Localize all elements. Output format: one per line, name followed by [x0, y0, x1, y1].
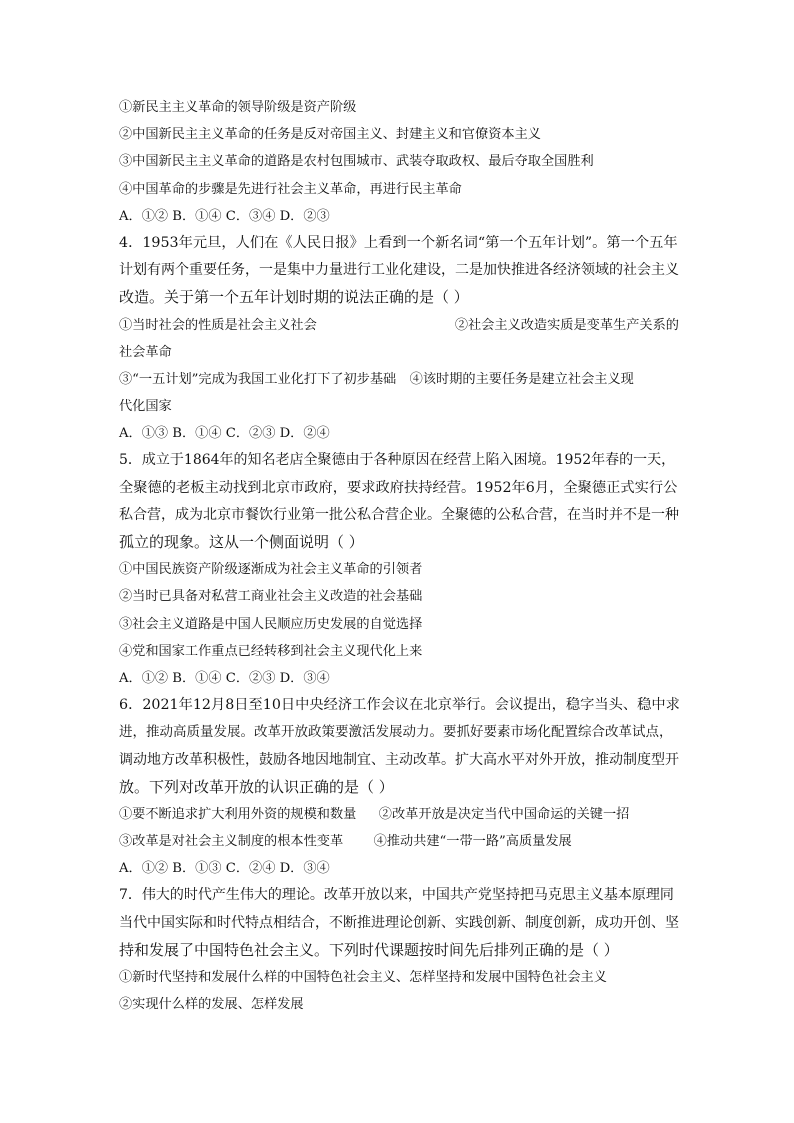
q6-stem-line-1: 6．2021年12月8日至10日中央经济工作会议在北京举行。会议提出，稳字当头、稳中求	[119, 697, 680, 714]
q4-option-4: ④该时期的主要任务是建立社会主义现	[409, 371, 634, 387]
q6-stem-line-2: 进，推动高质量发展。改革开放政策要激活发展动力。要抓好要素市场化配置综合改革试点，	[119, 724, 673, 741]
q4-answers: A．①③ B．①④ C．②③ D．②④	[119, 426, 330, 442]
q3-option-1: ①新民主主义革命的领导阶级是资产阶级	[119, 100, 357, 115]
q4-option-4-continued: 代化国家	[119, 399, 172, 415]
q6-option-3: ③改革是对社会主义制度的根本性变革	[119, 834, 344, 850]
q7-stem-line-1: 7．伟大的时代产生伟大的理论。改革开放以来，中国共产党坚持把马克思主义基本原理同	[119, 887, 674, 904]
q5-stem-line-3: 私合营，成为北京市餐饮行业第一批公私合营企业。全聚德的公私合营，在当时并不是一种	[119, 506, 679, 523]
q5-option-1: ①中国民族资产阶级逐渐成为社会主义革命的引领者	[119, 562, 423, 578]
q3-option-4: ④中国革命的步骤是先进行社会主义革命，再进行民主革命	[119, 181, 462, 197]
q4-stem-line-2: 计划有两个重要任务，一是集中力量进行工业化建设，二是加快推进各经济领域的社会主义	[119, 262, 679, 279]
q6-stem-line-4: 放。下列对改革开放的认识正确的是（ ）	[119, 777, 394, 796]
q4-option-2: ②社会主义改造实质是变革生产关系的	[454, 317, 679, 333]
q4-options-row-1	[119, 312, 679, 339]
q3-option-2: ②中国新民主主义革命的任务是反对帝国主义、封建主义和官僚资本主义	[119, 127, 541, 143]
q7-option-1: ①新时代坚持和发展什么样的中国特色社会主义、怎样坚持和发展中国特色社会主义	[119, 970, 607, 985]
q6-option-1: ①要不断追求扩大利用外资的规模和数量	[119, 806, 357, 822]
q7-stem-line-3: 持和发展了中国特色社会主义。下列时代课题按时间先后排列正确的是（ ）	[119, 940, 619, 959]
q6-answers: A．①② B．①③ C．②④ D．③④	[119, 861, 330, 877]
q6-stem-line-3: 调动地方改革积极性，鼓励各地因地制宜、主动改革。扩大高水平对外开放，推动制度型开	[119, 751, 679, 768]
q6-option-4: ④推动共建“一带一路”高质量发展	[373, 834, 572, 850]
q7-stem-line-2: 当代中国实际和时代特点相结合，不断推进理论创新、实践创新、制度创新，成功开创、坚	[119, 914, 679, 931]
q5-option-2: ②当时已具备对私营工商业社会主义改造的社会基础	[119, 589, 423, 605]
exam-page	[119, 94, 679, 1018]
q7-option-2: ②实现什么样的发展、怎样发展	[119, 997, 304, 1013]
q6-options-row-2	[119, 828, 679, 855]
q4-stem-line-1: 4．1953年元旦，人们在《人民日报》上看到一个新名词“第一个五年计划”。第一个五年	[119, 234, 678, 251]
q4-options-row-2	[119, 366, 679, 393]
q5-option-4: ④党和国家工作重点已经转移到社会主义现代化上来	[119, 643, 423, 659]
q5-stem-line-1: 5．成立于1864年的知名老店全聚德由于各种原因在经营上陷入困境。1952年春的一天，	[119, 452, 676, 469]
q5-stem-line-2: 全聚德的老板主动找到北京市政府，要求政府扶持经营。1952年6月，全聚德正式实行公	[119, 479, 678, 496]
q5-option-3: ③社会主义道路是中国人民顺应历史发展的自觉选择	[119, 616, 423, 632]
q6-option-2: ②改革开放是决定当代中国命运的关键一招	[378, 806, 630, 822]
q4-option-2-continued: 社会革命	[119, 344, 172, 360]
q5-stem-line-4: 孤立的现象。这从一个侧面说明（ ）	[119, 533, 364, 551]
q4-stem-line-3: 改造。关于第一个五年计划时期的说法正确的是（ ）	[119, 288, 469, 307]
q3-answers: A．①② B．①④ C．③④ D．②③	[119, 208, 330, 224]
q3-option-3: ③中国新民主主义革命的道路是农村包围城市、武装夺取政权、最后夺取全国胜利	[119, 154, 594, 170]
q4-option-1: ①当时社会的性质是社会主义社会	[119, 317, 317, 333]
q4-option-3: ③“一五计划”完成为我国工业化打下了初步基础	[119, 371, 397, 387]
q5-answers: A．①② B．①④ C．②③ D．③④	[119, 670, 330, 686]
q6-options-row-1	[119, 801, 679, 828]
